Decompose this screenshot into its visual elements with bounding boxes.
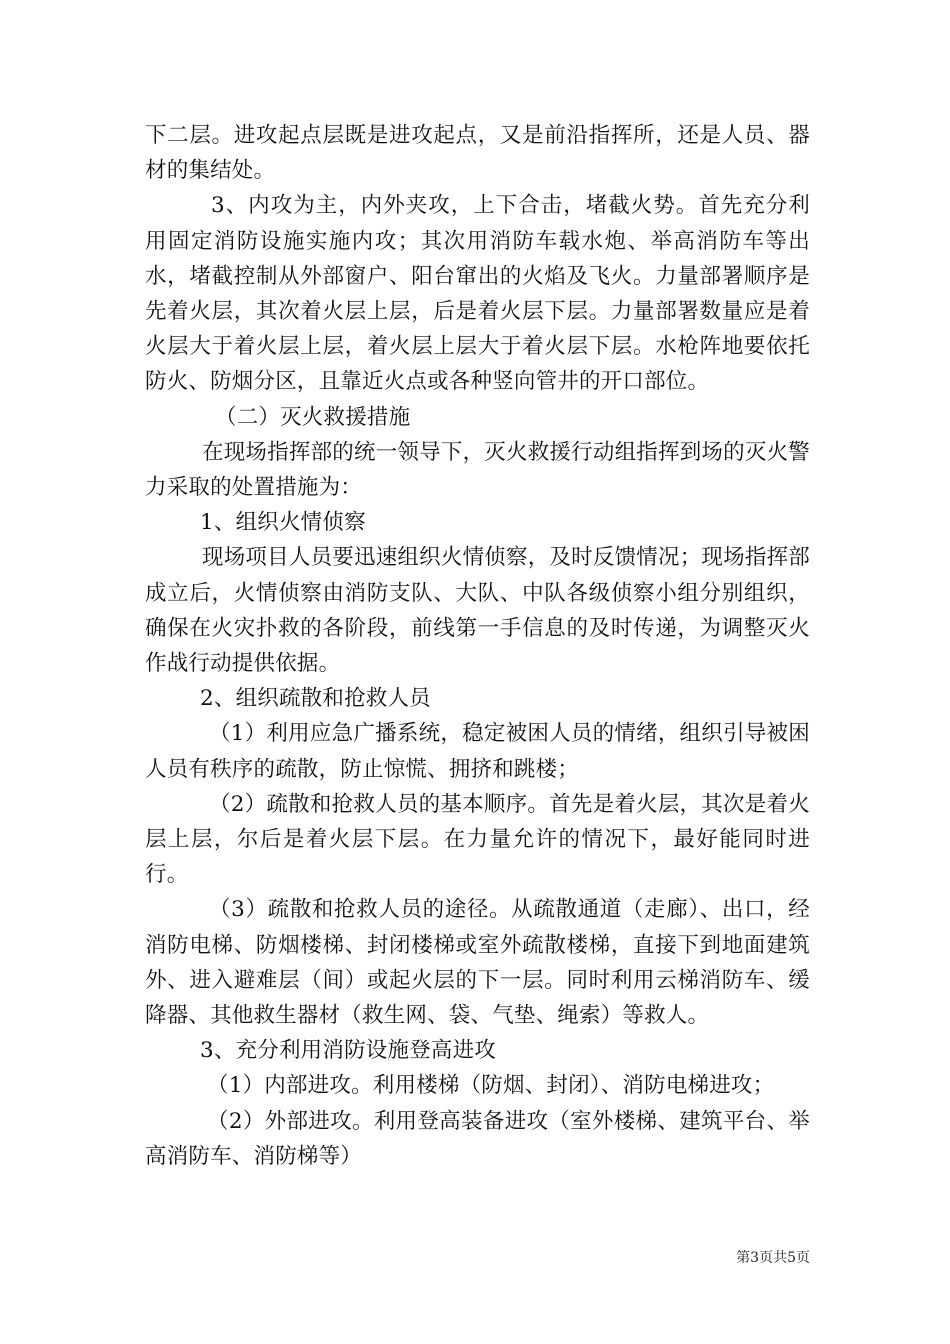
paragraph-command-intro: 在现场指挥部的统一领导下，灭火救援行动组指挥到场的灭火警力采取的处置措施为：	[145, 439, 810, 501]
item-heading-evacuation: 2、组织疏散和抢救人员	[200, 686, 431, 712]
page-number-footer: 第3页共5页	[736, 1250, 810, 1266]
item-heading-climbing-attack: 3、充分利用消防设施登高进攻	[200, 1038, 496, 1064]
item-heading-fire-reconnaissance: 1、组织火情侦察	[200, 510, 366, 536]
paragraph-evacuation-order: （2）疏散和抢救人员的基本顺序。首先是着火层，其次是着火层上层，尔后是着火层下层。在力量允许的情况下，最好能同时进行。	[145, 791, 810, 888]
section-heading-rescue-measures: （二）灭火救援措施	[215, 404, 411, 430]
paragraph-interior-attack: 3、内攻为主，内外夹攻，上下合击，堵截火势。首先充分利用固定消防设施实施内攻；其次用消防车载水炮、举高消防车等出水，堵截控制从外部窗户、阳台窜出的火焰及飞火。力量部署顺序是先着火层，其次着火层上层，后是着火层下层。力量部署数量应是着火层大于着火层上层，着火层上层大于着火层下层。水枪阵地要依托防火、防烟分区，且靠近火点或各种竖向管井的开口部位。	[145, 193, 810, 395]
paragraph-evacuation-broadcast: （1）利用应急广播系统，稳定被困人员的情绪，组织引导被困人员有秩序的疏散，防止惊慌、拥挤和跳楼；	[145, 721, 810, 782]
paragraph-evacuation-routes: （3）疏散和抢救人员的途径。从疏散通道（走廊）、出口，经消防电梯、防烟楼梯、封闭楼梯或室外疏散楼梯，直接下到地面建筑外、进入避难层（间）或起火层的下一层。同时利用云梯消防车、缓降器、其他救生器材（救生网、袋、气垫、绳索）等救人。	[145, 897, 810, 1029]
document-body	[145, 118, 810, 1174]
paragraph-fire-reconnaissance: 现场项目人员要迅速组织火情侦察，及时反馈情况；现场指挥部成立后，火情侦察由消防支队、大队、中队各级侦察小组分别组织，确保在火灾扑救的各阶段，前线第一手信息的及时传递，为调整灭火作战行动提供依据。	[145, 545, 810, 677]
paragraph-external-attack: （2）外部进攻。利用登高装备进攻（室外楼梯、建筑平台、举高消防车、消防梯等）	[145, 1108, 810, 1169]
paragraph-internal-attack: （1）内部进攻。利用楼梯（防烟、封闭）、消防电梯进攻；	[207, 1073, 775, 1099]
paragraph-assembly-point: 下二层。进攻起点层既是进攻起点，又是前沿指挥所，还是人员、器材的集结处。	[145, 123, 810, 184]
